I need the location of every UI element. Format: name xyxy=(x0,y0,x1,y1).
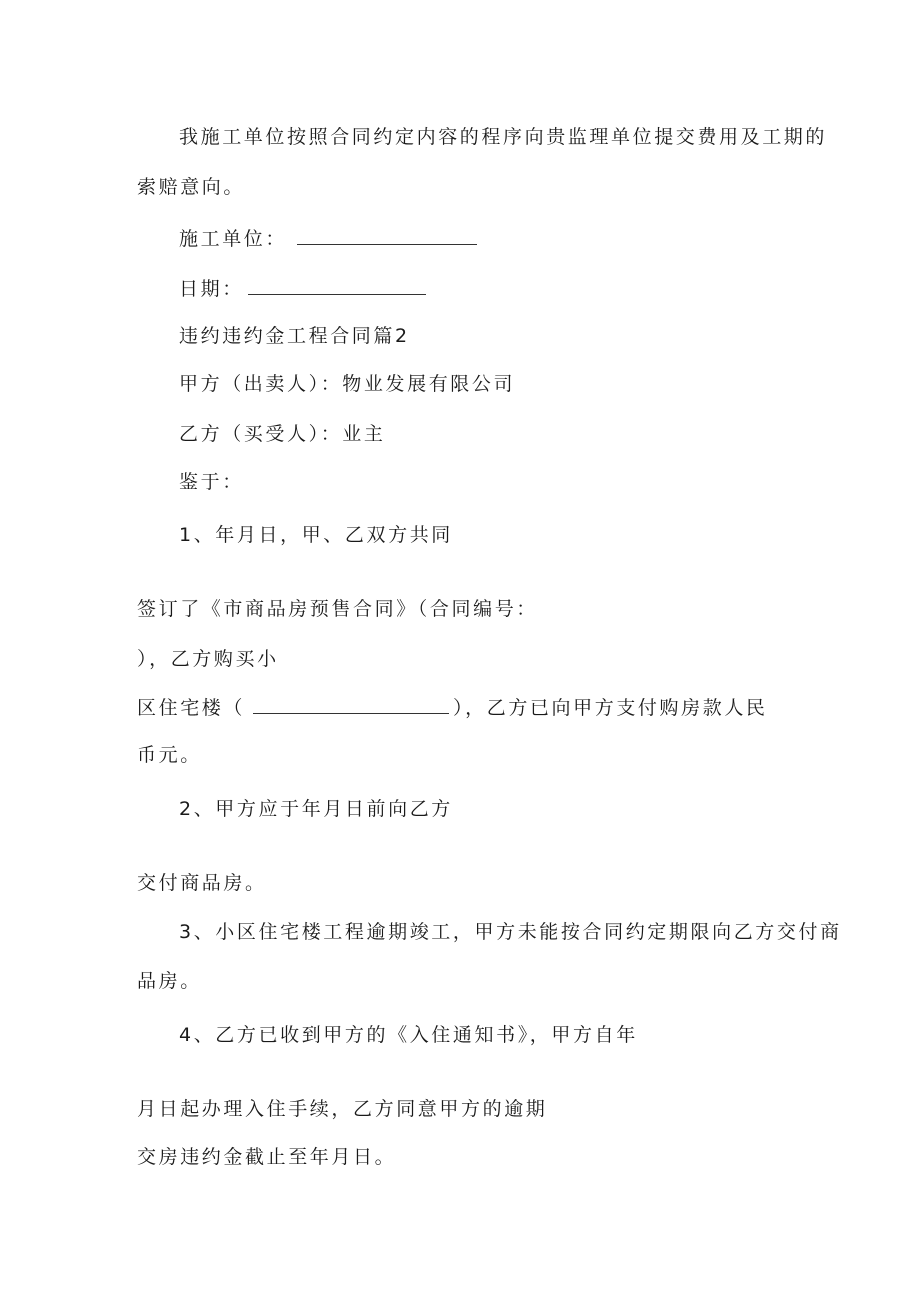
item-4-line-3: 交房违约金截止至年月日。 xyxy=(137,1146,397,1168)
item-1-line-2: 签订了《市商品房预售合同》（合同编号： xyxy=(137,598,538,620)
item-1-line-1: 1、年月日，甲、乙双方共同 xyxy=(179,524,453,546)
party-a: 甲方（出卖人）：物业发展有限公司 xyxy=(179,373,516,395)
date-label: 日期： xyxy=(179,278,244,300)
construction-unit-field xyxy=(179,226,477,251)
building-number-blank xyxy=(253,695,449,714)
date-blank xyxy=(248,276,426,295)
item-1-line-3: ），乙方购买小 xyxy=(137,648,279,670)
item-2-line-1: 2、甲方应于年月日前向乙方 xyxy=(179,798,453,820)
item-1-line-4 xyxy=(137,695,768,720)
whereas-label: 鉴于： xyxy=(179,471,244,493)
paragraph-claim-line-2: 索赔意向。 xyxy=(137,176,246,198)
party-b: 乙方（买受人）：业主 xyxy=(179,423,386,445)
item-1-building-suffix: ），乙方已向甲方支付购房款人民 xyxy=(453,697,768,719)
paragraph-claim-line-1: 我施工单位按照合同约定内容的程序向贵监理单位提交费用及工期的 xyxy=(179,126,828,148)
date-field xyxy=(179,276,426,301)
item-4-line-1: 4、乙方已收到甲方的《入住通知书》，甲方自年 xyxy=(179,1024,638,1046)
construction-unit-label: 施工单位： xyxy=(179,228,288,250)
item-1-line-5: 币元。 xyxy=(137,744,202,766)
item-2-line-2: 交付商品房。 xyxy=(137,872,267,894)
section-heading: 违约违约金工程合同篇2 xyxy=(179,325,410,347)
item-4-line-2: 月日起办理入住手续，乙方同意甲方的逾期 xyxy=(137,1098,548,1120)
construction-unit-blank xyxy=(297,226,477,245)
item-3-line-1: 3、小区住宅楼工程逾期竣工，甲方未能按合同约定期限向乙方交付商 xyxy=(179,921,842,943)
item-1-building-prefix: 区住宅楼（ xyxy=(137,697,246,719)
item-3-line-2: 品房。 xyxy=(137,970,202,992)
